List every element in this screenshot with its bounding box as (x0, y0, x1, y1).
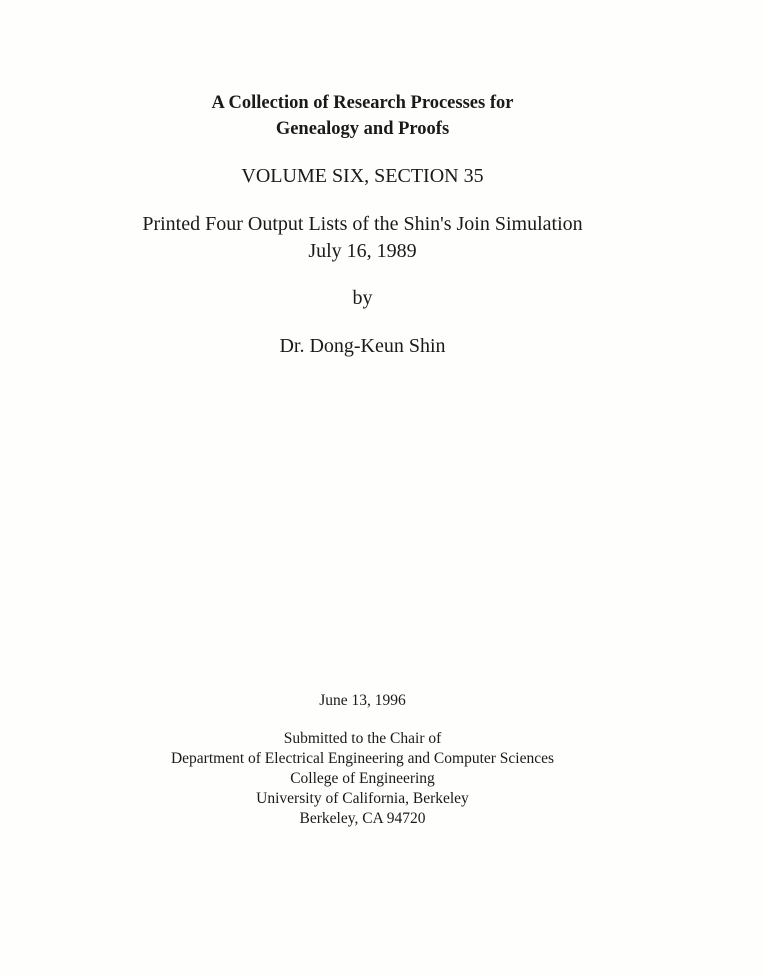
subtitle-date: July 16, 1989 (308, 240, 417, 262)
submission-department: Department of Electrical Engineering and Computer Sciences (170, 750, 555, 767)
author-name: Dr. Dong-Keun Shin (279, 335, 446, 357)
submission-university: University of California, Berkeley (256, 790, 469, 807)
title-line-2: Genealogy and Proofs (275, 119, 450, 139)
byline: by (352, 287, 373, 309)
submission-line-1: Submitted to the Chair of (283, 730, 442, 747)
submission-college: College of Engineering (290, 770, 435, 787)
title-line-1: A Collection of Research Processes for (211, 93, 514, 113)
volume-section: VOLUME SIX, SECTION 35 (241, 165, 484, 187)
subtitle-line-1: Printed Four Output Lists of the Shin's Join Simulation (142, 213, 583, 235)
submission-address: Berkeley, CA 94720 (299, 810, 426, 827)
submission-date: June 13, 1996 (319, 692, 406, 709)
